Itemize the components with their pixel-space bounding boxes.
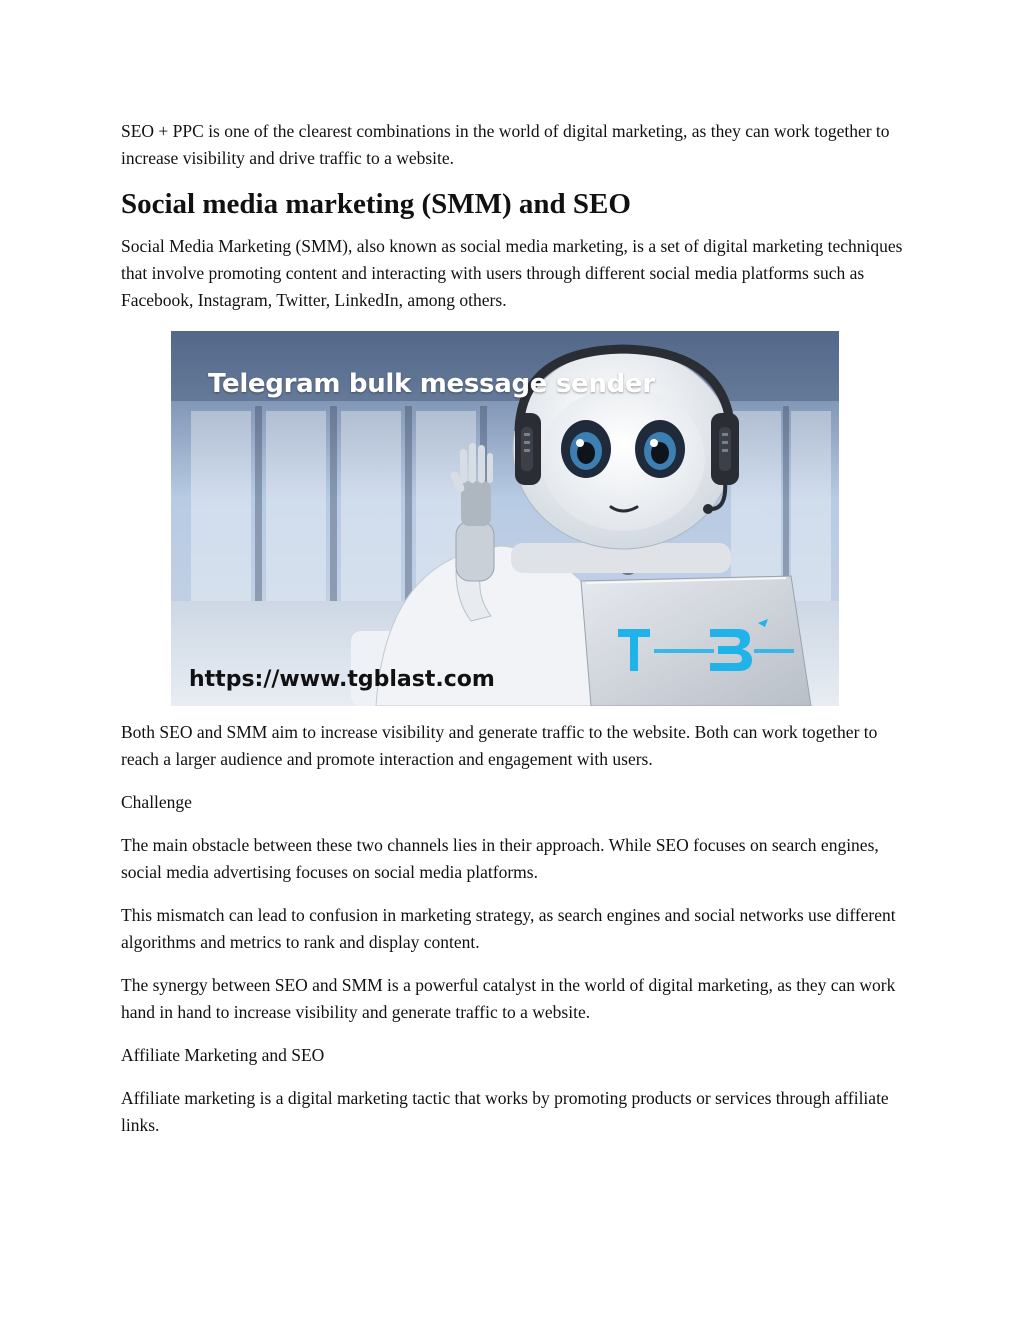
image-url-overlay: https://www.tgblast.com: [189, 667, 495, 692]
article-image-robot: [171, 331, 839, 706]
heading-smm-seo: Social media marketing (SMM) and SEO: [121, 188, 631, 220]
paragraph-both-aim: Both SEO and SMM aim to increase visibility and generate traffic to the website. Both can work together to reach a larger audience and promote interaction and engagement with users.: [121, 722, 878, 769]
paragraph-seo-ppc: SEO + PPC is one of the clearest combinations in the world of digital marketing, as they can work together to increase visibility and drive traffic to a website.: [121, 121, 890, 168]
paragraph-smm-definition: Social Media Marketing (SMM), also known as social media marketing, is a set of digital marketing techniques that involve promoting content and interacting with users through different social media platforms such as Facebook, Instagram, Twitter, LinkedIn, among others.: [121, 236, 903, 310]
paragraph-challenge-label: Challenge: [121, 792, 192, 812]
paragraph-synergy: The synergy between SEO and SMM is a powerful catalyst in the world of digital marketing, as they can work hand in hand to increase visibility and generate traffic to a website.: [121, 975, 896, 1022]
image-title-overlay: Telegram bulk message sender: [208, 369, 655, 399]
paragraph-affiliate-label: Affiliate Marketing and SEO: [121, 1045, 325, 1065]
paragraph-main-obstacle: The main obstacle between these two channels lies in their approach. While SEO focuses on search engines, social media advertising focuses on social media platforms.: [121, 835, 879, 882]
paragraph-mismatch: This mismatch can lead to confusion in marketing strategy, as search engines and social networks use different algorithms and metrics to rank and display content.: [121, 905, 896, 952]
paragraph-affiliate-definition: Affiliate marketing is a digital marketing tactic that works by promoting products or services through affiliate links.: [121, 1088, 889, 1135]
document-page: [121, 118, 911, 1139]
